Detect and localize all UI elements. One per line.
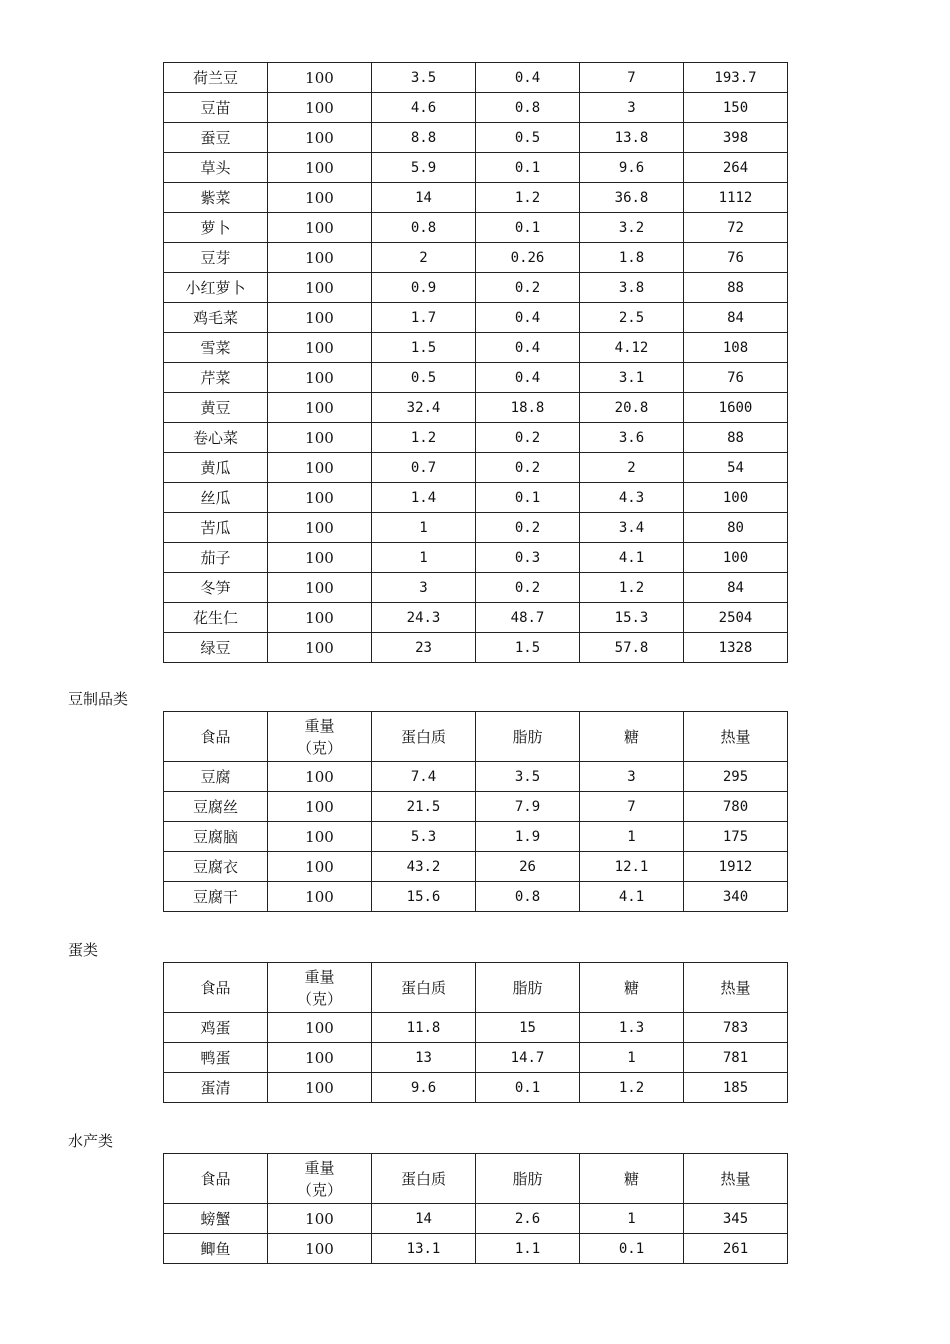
- table-row: [164, 333, 788, 363]
- food-name-cell: 茄子: [164, 543, 268, 573]
- value-cell: 780: [684, 792, 788, 822]
- table-header-row: [164, 963, 788, 1013]
- value-cell: 3.8: [580, 273, 684, 303]
- table-row: [164, 1204, 788, 1234]
- value-cell: 345: [684, 1204, 788, 1234]
- value-cell: 0.2: [476, 423, 580, 453]
- food-name-cell: 紫菜: [164, 183, 268, 213]
- value-cell: 340: [684, 882, 788, 912]
- value-cell: 24.3: [372, 603, 476, 633]
- table-row: [164, 363, 788, 393]
- value-cell: 5.9: [372, 153, 476, 183]
- food-name-cell: 蚕豆: [164, 123, 268, 153]
- food-name-cell: 豆腐丝: [164, 792, 268, 822]
- value-cell: 0.4: [476, 303, 580, 333]
- value-cell: 4.6: [372, 93, 476, 123]
- value-cell: 1: [372, 543, 476, 573]
- food-name-cell: 芹菜: [164, 363, 268, 393]
- food-name-cell: 豆苗: [164, 93, 268, 123]
- value-cell: 0.9: [372, 273, 476, 303]
- value-cell: 1.1: [476, 1234, 580, 1264]
- table-row: [164, 483, 788, 513]
- value-cell: 2.6: [476, 1204, 580, 1234]
- value-cell: 100: [268, 123, 372, 153]
- column-header: 食品: [164, 963, 268, 1013]
- value-cell: 100: [268, 1073, 372, 1103]
- value-cell: 43.2: [372, 852, 476, 882]
- section-title-seafood: 水产类: [68, 1132, 114, 1150]
- value-cell: 11.8: [372, 1013, 476, 1043]
- value-cell: 23: [372, 633, 476, 663]
- value-cell: 100: [268, 792, 372, 822]
- value-cell: 1.7: [372, 303, 476, 333]
- column-header: 重量 （克）: [268, 963, 372, 1013]
- value-cell: 0.8: [476, 882, 580, 912]
- value-cell: 100: [268, 852, 372, 882]
- table-row: [164, 633, 788, 663]
- value-cell: 3: [580, 762, 684, 792]
- table-row: [164, 213, 788, 243]
- column-header: 脂肪: [476, 1154, 580, 1204]
- value-cell: 150: [684, 93, 788, 123]
- value-cell: 13.8: [580, 123, 684, 153]
- value-cell: 0.4: [476, 363, 580, 393]
- value-cell: 193.7: [684, 63, 788, 93]
- value-cell: 0.1: [476, 483, 580, 513]
- value-cell: 783: [684, 1013, 788, 1043]
- value-cell: 1.2: [372, 423, 476, 453]
- value-cell: 100: [268, 453, 372, 483]
- value-cell: 1: [580, 1043, 684, 1073]
- column-header: 脂肪: [476, 963, 580, 1013]
- value-cell: 76: [684, 243, 788, 273]
- value-cell: 100: [268, 303, 372, 333]
- value-cell: 0.1: [580, 1234, 684, 1264]
- value-cell: 100: [268, 603, 372, 633]
- table-row: [164, 1234, 788, 1264]
- value-cell: 57.8: [580, 633, 684, 663]
- column-header: 热量: [684, 1154, 788, 1204]
- value-cell: 3.5: [476, 762, 580, 792]
- value-cell: 13.1: [372, 1234, 476, 1264]
- food-name-cell: 豆芽: [164, 243, 268, 273]
- value-cell: 1600: [684, 393, 788, 423]
- value-cell: 0.1: [476, 213, 580, 243]
- value-cell: 100: [268, 1013, 372, 1043]
- value-cell: 48.7: [476, 603, 580, 633]
- value-cell: 7: [580, 792, 684, 822]
- value-cell: 2: [580, 453, 684, 483]
- value-cell: 2504: [684, 603, 788, 633]
- value-cell: 15.3: [580, 603, 684, 633]
- column-header: 食品: [164, 712, 268, 762]
- value-cell: 100: [268, 93, 372, 123]
- value-cell: 4.1: [580, 543, 684, 573]
- food-name-cell: 绿豆: [164, 633, 268, 663]
- value-cell: 3.6: [580, 423, 684, 453]
- value-cell: 100: [268, 243, 372, 273]
- value-cell: 0.2: [476, 573, 580, 603]
- table-row: [164, 1073, 788, 1103]
- eggs-table: [163, 962, 788, 1103]
- value-cell: 0.4: [476, 333, 580, 363]
- value-cell: 4.3: [580, 483, 684, 513]
- column-header: 食品: [164, 1154, 268, 1204]
- value-cell: 0.2: [476, 273, 580, 303]
- column-header: 重量 （克）: [268, 712, 372, 762]
- value-cell: 26: [476, 852, 580, 882]
- value-cell: 1.5: [372, 333, 476, 363]
- food-name-cell: 豆腐衣: [164, 852, 268, 882]
- column-header: 蛋白质: [372, 712, 476, 762]
- value-cell: 7.4: [372, 762, 476, 792]
- food-name-cell: 黄豆: [164, 393, 268, 423]
- table-row: [164, 543, 788, 573]
- food-name-cell: 黄瓜: [164, 453, 268, 483]
- table-row: [164, 792, 788, 822]
- value-cell: 0.2: [476, 513, 580, 543]
- value-cell: 100: [268, 363, 372, 393]
- table-row: [164, 243, 788, 273]
- column-header: 热量: [684, 963, 788, 1013]
- food-name-cell: 萝卜: [164, 213, 268, 243]
- value-cell: 100: [268, 543, 372, 573]
- value-cell: 185: [684, 1073, 788, 1103]
- value-cell: 264: [684, 153, 788, 183]
- table-header-row: [164, 1154, 788, 1204]
- value-cell: 1912: [684, 852, 788, 882]
- value-cell: 14: [372, 1204, 476, 1234]
- value-cell: 261: [684, 1234, 788, 1264]
- value-cell: 7: [580, 63, 684, 93]
- value-cell: 3.1: [580, 363, 684, 393]
- value-cell: 2.5: [580, 303, 684, 333]
- soy-products-table: [163, 711, 788, 912]
- value-cell: 80: [684, 513, 788, 543]
- value-cell: 14.7: [476, 1043, 580, 1073]
- value-cell: 20.8: [580, 393, 684, 423]
- value-cell: 100: [268, 1204, 372, 1234]
- value-cell: 175: [684, 822, 788, 852]
- food-name-cell: 豆腐脑: [164, 822, 268, 852]
- value-cell: 88: [684, 423, 788, 453]
- value-cell: 3.4: [580, 513, 684, 543]
- value-cell: 4.12: [580, 333, 684, 363]
- value-cell: 100: [268, 633, 372, 663]
- value-cell: 100: [268, 762, 372, 792]
- table-row: [164, 1043, 788, 1073]
- food-name-cell: 苦瓜: [164, 513, 268, 543]
- section-title-eggs: 蛋类: [68, 941, 99, 959]
- value-cell: 15: [476, 1013, 580, 1043]
- value-cell: 9.6: [372, 1073, 476, 1103]
- value-cell: 0.2: [476, 453, 580, 483]
- value-cell: 72: [684, 213, 788, 243]
- value-cell: 88: [684, 273, 788, 303]
- table-row: [164, 822, 788, 852]
- column-header: 糖: [580, 1154, 684, 1204]
- seafood-table: [163, 1153, 788, 1264]
- food-name-cell: 鸡毛菜: [164, 303, 268, 333]
- vegetable-table: [163, 62, 788, 663]
- value-cell: 84: [684, 573, 788, 603]
- value-cell: 4.1: [580, 882, 684, 912]
- value-cell: 781: [684, 1043, 788, 1073]
- value-cell: 100: [268, 393, 372, 423]
- table-header-row: [164, 712, 788, 762]
- value-cell: 21.5: [372, 792, 476, 822]
- value-cell: 108: [684, 333, 788, 363]
- food-name-cell: 小红萝卜: [164, 273, 268, 303]
- value-cell: 1.2: [476, 183, 580, 213]
- food-name-cell: 螃蟹: [164, 1204, 268, 1234]
- value-cell: 100: [268, 183, 372, 213]
- food-name-cell: 鸡蛋: [164, 1013, 268, 1043]
- value-cell: 100: [268, 423, 372, 453]
- value-cell: 0.8: [372, 213, 476, 243]
- value-cell: 1.5: [476, 633, 580, 663]
- value-cell: 54: [684, 453, 788, 483]
- value-cell: 100: [268, 1043, 372, 1073]
- table-row: [164, 183, 788, 213]
- column-header: 重量 （克）: [268, 1154, 372, 1204]
- value-cell: 0.5: [372, 363, 476, 393]
- value-cell: 0.3: [476, 543, 580, 573]
- value-cell: 18.8: [476, 393, 580, 423]
- value-cell: 9.6: [580, 153, 684, 183]
- value-cell: 100: [268, 513, 372, 543]
- value-cell: 3: [580, 93, 684, 123]
- value-cell: 1.2: [580, 573, 684, 603]
- food-name-cell: 蛋清: [164, 1073, 268, 1103]
- value-cell: 1.9: [476, 822, 580, 852]
- value-cell: 1.4: [372, 483, 476, 513]
- value-cell: 398: [684, 123, 788, 153]
- value-cell: 3: [372, 573, 476, 603]
- value-cell: 14: [372, 183, 476, 213]
- value-cell: 0.1: [476, 1073, 580, 1103]
- value-cell: 100: [268, 483, 372, 513]
- table-row: [164, 93, 788, 123]
- table-row: [164, 573, 788, 603]
- value-cell: 100: [268, 213, 372, 243]
- column-header: 热量: [684, 712, 788, 762]
- value-cell: 0.26: [476, 243, 580, 273]
- table-row: [164, 762, 788, 792]
- column-header: 蛋白质: [372, 1154, 476, 1204]
- column-header: 糖: [580, 963, 684, 1013]
- value-cell: 100: [268, 822, 372, 852]
- value-cell: 3.5: [372, 63, 476, 93]
- value-cell: 100: [684, 483, 788, 513]
- value-cell: 1112: [684, 183, 788, 213]
- food-name-cell: 鲫鱼: [164, 1234, 268, 1264]
- value-cell: 76: [684, 363, 788, 393]
- table-row: [164, 882, 788, 912]
- value-cell: 2: [372, 243, 476, 273]
- food-name-cell: 雪菜: [164, 333, 268, 363]
- section-title-soy-products: 豆制品类: [68, 690, 129, 708]
- table-row: [164, 63, 788, 93]
- column-header: 蛋白质: [372, 963, 476, 1013]
- table-row: [164, 123, 788, 153]
- table-row: [164, 852, 788, 882]
- value-cell: 0.7: [372, 453, 476, 483]
- food-name-cell: 花生仁: [164, 603, 268, 633]
- value-cell: 0.8: [476, 93, 580, 123]
- food-name-cell: 豆腐干: [164, 882, 268, 912]
- value-cell: 5.3: [372, 822, 476, 852]
- value-cell: 0.5: [476, 123, 580, 153]
- food-name-cell: 草头: [164, 153, 268, 183]
- food-name-cell: 鸭蛋: [164, 1043, 268, 1073]
- table-row: [164, 453, 788, 483]
- value-cell: 8.8: [372, 123, 476, 153]
- value-cell: 100: [268, 153, 372, 183]
- food-name-cell: 卷心菜: [164, 423, 268, 453]
- value-cell: 3.2: [580, 213, 684, 243]
- value-cell: 100: [268, 1234, 372, 1264]
- table-row: [164, 513, 788, 543]
- value-cell: 1.2: [580, 1073, 684, 1103]
- value-cell: 1.8: [580, 243, 684, 273]
- value-cell: 100: [268, 882, 372, 912]
- table-row: [164, 153, 788, 183]
- value-cell: 36.8: [580, 183, 684, 213]
- value-cell: 100: [268, 333, 372, 363]
- value-cell: 100: [268, 273, 372, 303]
- table-row: [164, 603, 788, 633]
- value-cell: 0.4: [476, 63, 580, 93]
- value-cell: 12.1: [580, 852, 684, 882]
- value-cell: 84: [684, 303, 788, 333]
- table-row: [164, 423, 788, 453]
- value-cell: 13: [372, 1043, 476, 1073]
- value-cell: 0.1: [476, 153, 580, 183]
- value-cell: 100: [268, 573, 372, 603]
- table-row: [164, 393, 788, 423]
- value-cell: 1.3: [580, 1013, 684, 1043]
- food-name-cell: 豆腐: [164, 762, 268, 792]
- value-cell: 1: [580, 1204, 684, 1234]
- table-row: [164, 1013, 788, 1043]
- value-cell: 1: [580, 822, 684, 852]
- value-cell: 295: [684, 762, 788, 792]
- value-cell: 100: [684, 543, 788, 573]
- value-cell: 1: [372, 513, 476, 543]
- food-name-cell: 冬笋: [164, 573, 268, 603]
- column-header: 脂肪: [476, 712, 580, 762]
- value-cell: 100: [268, 63, 372, 93]
- value-cell: 1328: [684, 633, 788, 663]
- food-name-cell: 荷兰豆: [164, 63, 268, 93]
- value-cell: 7.9: [476, 792, 580, 822]
- value-cell: 32.4: [372, 393, 476, 423]
- table-row: [164, 303, 788, 333]
- column-header: 糖: [580, 712, 684, 762]
- food-name-cell: 丝瓜: [164, 483, 268, 513]
- value-cell: 15.6: [372, 882, 476, 912]
- table-row: [164, 273, 788, 303]
